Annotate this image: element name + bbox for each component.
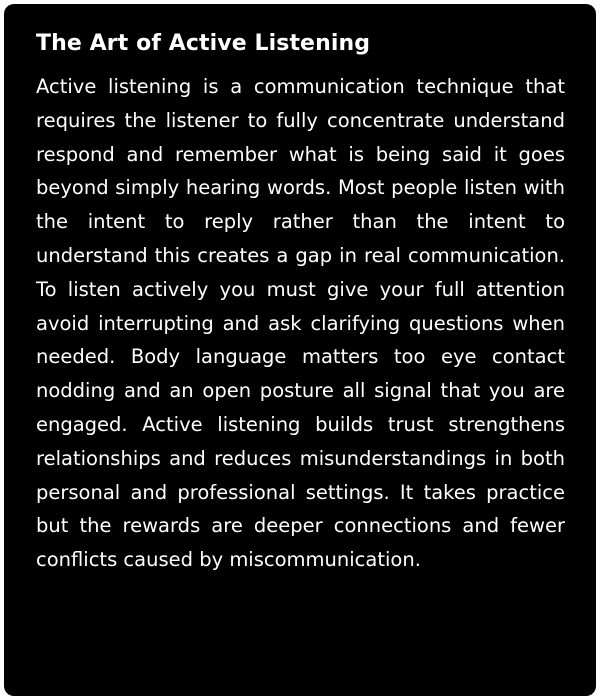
article-title: The Art of Active Listening bbox=[36, 31, 371, 56]
article-body: Active listening is a communication technique that requires the listener to fully concentrate understand respond and remember what is being said it goes beyond simply hearing words. Most people listen with the intent to reply rather than the intent to understand this creates a gap in real communication. To listen actively you must give your full attention avoid interrupting and ask clarifying questions when needed. Body language matters too eye contact nodding and an open posture all signal that you are engaged. Active listening builds trust strengthens relationships and reduces misunderstandings in both personal and professional settings. It takes practice but the rewards are deeper connections and fewer conflicts caused by miscommunication. bbox=[36, 75, 565, 572]
article-card bbox=[4, 4, 596, 696]
